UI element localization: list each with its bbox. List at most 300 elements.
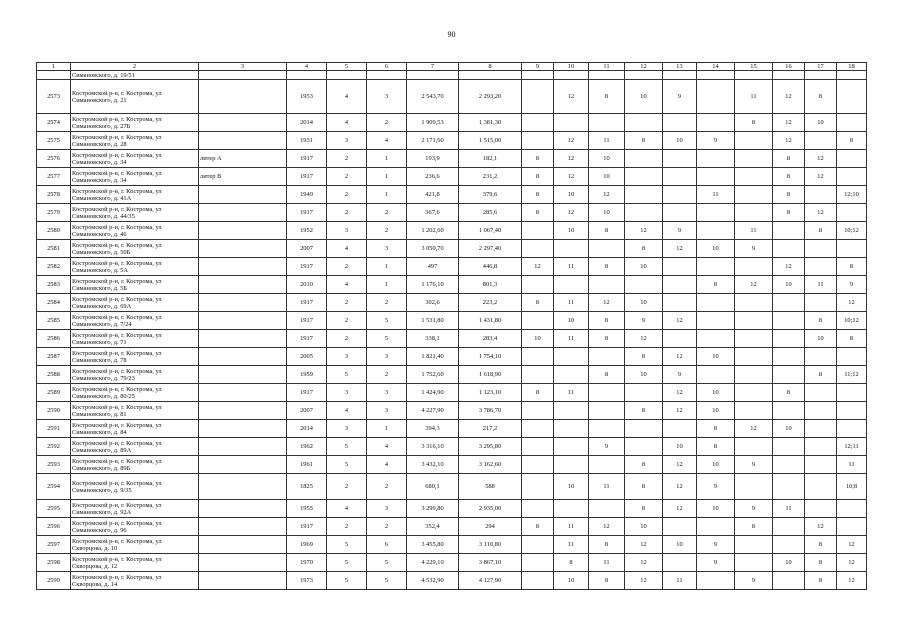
cell-c5: 4 [327, 240, 367, 258]
cell-c15: 11 [735, 80, 773, 114]
cell-c6: 1 [367, 150, 407, 168]
cell-c4: 2010 [287, 276, 327, 294]
cell-c13 [663, 114, 697, 132]
cell-c16: 8 [773, 150, 805, 168]
cell-c17: 8 [805, 80, 837, 114]
cell-c16 [773, 240, 805, 258]
cell-c3 [199, 554, 287, 572]
cell-c10: 12 [554, 204, 589, 222]
row-number: 2581 [37, 240, 71, 258]
cell-c18 [837, 80, 867, 114]
cell-c11 [589, 402, 625, 420]
address-line: Костромской р-н, г. Кострома, ул [72, 457, 162, 465]
cell-c6: 2 [367, 114, 407, 132]
cell-c17: 8 [805, 536, 837, 554]
column-header: 6 [367, 63, 407, 71]
cell-c4: 1952 [287, 222, 327, 240]
cell-c7: 680,1 [407, 474, 459, 500]
address-cell [71, 438, 199, 456]
cell-c14 [697, 330, 735, 348]
cell-c11: 10 [589, 150, 625, 168]
cell-c13: 10 [663, 132, 697, 150]
cell-c3 [199, 420, 287, 438]
address-line: Симановского, д. 96 [72, 526, 127, 534]
cell-c17: 8 [805, 312, 837, 330]
cell-c7: 1 176,10 [407, 276, 459, 294]
cell-c8: 1 618,90 [459, 366, 522, 384]
cell-c10 [554, 114, 589, 132]
cell-c12: 8 [625, 348, 663, 366]
cell-c16: 12 [773, 114, 805, 132]
cell-c7: 236,6 [407, 168, 459, 186]
cell-c8: 283,4 [459, 330, 522, 348]
cell-c10 [554, 456, 589, 474]
address-cell [71, 366, 199, 384]
cell-c9: 8 [522, 204, 554, 222]
cell-c6: 4 [367, 438, 407, 456]
address-line: Симановского, д. 71 [72, 338, 127, 346]
cell-c7: 1 531,80 [407, 312, 459, 330]
cell-c6: 1 [367, 420, 407, 438]
cell-c4: 1825 [287, 474, 327, 500]
cell-c7: 193,9 [407, 150, 459, 168]
cell-c3 [199, 114, 287, 132]
cell-c8: 223,2 [459, 294, 522, 312]
cell-c4: 1917 [287, 150, 327, 168]
cell-c17 [805, 420, 837, 438]
row-number: 2583 [37, 276, 71, 294]
table-row [37, 366, 867, 384]
address-line: Костромской р-н, г. Кострома, ул [72, 205, 162, 213]
cell-c5: 2 [327, 186, 367, 204]
address-cell [71, 312, 199, 330]
cell-c18: 12;10 [837, 186, 867, 204]
table-row [37, 420, 867, 438]
address-line: Костромской р-н, г. Кострома, ул [72, 187, 162, 195]
address-line: Костромской р-н, г. Кострома, ул [72, 501, 162, 509]
cell-c16 [773, 312, 805, 330]
cell-c12: 8 [625, 402, 663, 420]
address-line: Костромской р-н, г. Кострома, ул [72, 331, 162, 339]
cell-c10: 12 [554, 168, 589, 186]
cell-c11 [589, 348, 625, 366]
cell-c13 [663, 150, 697, 168]
cell-c13 [663, 330, 697, 348]
cell-c13 [663, 204, 697, 222]
cell-c11: 12 [589, 186, 625, 204]
cell-c17 [805, 240, 837, 258]
cell-c5: 5 [327, 438, 367, 456]
cell-c13 [663, 168, 697, 186]
cell-c6: 2 [367, 294, 407, 312]
cell-c6: 4 [367, 132, 407, 150]
cell-c8: 231,2 [459, 168, 522, 186]
cell-c15 [735, 168, 773, 186]
cell-c14: 9 [697, 554, 735, 572]
cell-c13: 10 [663, 536, 697, 554]
cell-c13: 10 [663, 438, 697, 456]
cell-c10 [554, 366, 589, 384]
table-row [37, 276, 867, 294]
cell-c6: 3 [367, 80, 407, 114]
cell-c5: 5 [327, 366, 367, 384]
address-cell [71, 330, 199, 348]
cell-c3 [199, 186, 287, 204]
row-number: 2578 [37, 186, 71, 204]
cell-c7: 497 [407, 258, 459, 276]
table-row [37, 186, 867, 204]
cell-c17 [805, 186, 837, 204]
cell-c11: 8 [589, 330, 625, 348]
cell-c8: 1 381,30 [459, 114, 522, 132]
address-line: Симановского, д. 78 [72, 356, 127, 364]
cell-c15: 11 [735, 222, 773, 240]
cell-c9 [522, 474, 554, 500]
cell-c16 [773, 348, 805, 366]
cell-c7: 2 171,60 [407, 132, 459, 150]
row-number: 2592 [37, 438, 71, 456]
cell-c9 [522, 554, 554, 572]
cell-c13: 11 [663, 572, 697, 590]
cell-c11 [589, 276, 625, 294]
cell-c17: 8 [805, 554, 837, 572]
cell-c17 [805, 474, 837, 500]
cell-c11 [589, 456, 625, 474]
cell-c14 [697, 294, 735, 312]
cell-c3 [199, 518, 287, 536]
table-row [37, 258, 867, 276]
cell-c10: 11 [554, 384, 589, 402]
cell-c14: 10 [697, 240, 735, 258]
cell-c18 [837, 150, 867, 168]
cell-c6: 3 [367, 500, 407, 518]
address-line: Костромской р-н, г. Кострома, ул [72, 403, 162, 411]
cell-c5: 3 [327, 348, 367, 366]
cell-c3 [199, 456, 287, 474]
cell-c14: 11 [697, 186, 735, 204]
address-cell [71, 150, 199, 168]
column-header: 4 [287, 63, 327, 71]
cell-c5: 5 [327, 572, 367, 590]
cell-c7: 4 229,10 [407, 554, 459, 572]
cell-c7: 394,3 [407, 420, 459, 438]
cell-c14: 9 [697, 474, 735, 500]
cell-c12: 10 [625, 258, 663, 276]
cell-c9 [522, 80, 554, 114]
cell-c10: 10 [554, 572, 589, 590]
cell-c13: 12 [663, 240, 697, 258]
cell-c16: 11 [773, 500, 805, 518]
cell-c3 [199, 402, 287, 420]
cell-c8: 182,1 [459, 150, 522, 168]
cell-c9 [522, 500, 554, 518]
cell-c4: 1949 [287, 186, 327, 204]
cell-c11: 11 [589, 132, 625, 150]
cell-c15: 9 [735, 500, 773, 518]
cell-c10 [554, 402, 589, 420]
cell-c4: 1917 [287, 204, 327, 222]
cell-c18: 11;12 [837, 366, 867, 384]
table-row [37, 474, 867, 500]
cell-c15 [735, 366, 773, 384]
cell-c7: 1 202,60 [407, 222, 459, 240]
table-row [37, 294, 867, 312]
cell-c14: 10 [697, 500, 735, 518]
address-line: Симановского, д. 84 [72, 428, 127, 436]
cell-c3 [199, 572, 287, 590]
address-line: Симановского, д. 34 [72, 176, 127, 184]
cell-c14 [697, 222, 735, 240]
cell-c12: 8 [625, 132, 663, 150]
cell-c17 [805, 384, 837, 402]
cell-c13: 12 [663, 500, 697, 518]
cell-c6: 2 [367, 366, 407, 384]
cell-c9: 8 [522, 150, 554, 168]
cell-c15 [735, 150, 773, 168]
address-line: Симановского, д. 7/24 [72, 320, 132, 328]
cell-c15: 9 [735, 240, 773, 258]
cell-c16 [773, 330, 805, 348]
cell-c6: 2 [367, 474, 407, 500]
cell-c8: 1 067,40 [459, 222, 522, 240]
address-line: Симановского, д. 50Б [72, 248, 131, 256]
cell-c5: 3 [327, 420, 367, 438]
cell-c11: 11 [589, 474, 625, 500]
row-number: 2593 [37, 456, 71, 474]
cell-c11 [589, 114, 625, 132]
cell-c17: 12 [805, 168, 837, 186]
cell-c15 [735, 294, 773, 312]
cell-c12: 12 [625, 330, 663, 348]
cell-c8: 3 867,10 [459, 554, 522, 572]
cell-c4: 2014 [287, 114, 327, 132]
cell-c14 [697, 518, 735, 536]
cell-c12 [625, 438, 663, 456]
address-line: Симановского, д. 92А [72, 508, 132, 516]
cell-c14 [697, 80, 735, 114]
cell-c3: литер А [199, 150, 287, 168]
cell-c11: 8 [589, 258, 625, 276]
address-line: Симановского, д. 44/35 [72, 212, 135, 220]
table-row [37, 240, 867, 258]
cell-c16 [773, 438, 805, 456]
cell-c5: 2 [327, 294, 367, 312]
cell-c10: 10 [554, 222, 589, 240]
cell-c6: 3 [367, 402, 407, 420]
cell-c14: 10 [697, 456, 735, 474]
cell-c9 [522, 348, 554, 366]
row-number: 2595 [37, 500, 71, 518]
cell-c8: 2 293,20 [459, 80, 522, 114]
address-line: Костромской р-н, г. Кострома, ул [72, 223, 162, 231]
cell-c12: 10 [625, 80, 663, 114]
cell-c18 [837, 240, 867, 258]
cell-c16: 8 [773, 204, 805, 222]
cell-c8: 1 431,80 [459, 312, 522, 330]
cell-c18 [837, 204, 867, 222]
cell-c9 [522, 456, 554, 474]
cell-c17 [805, 500, 837, 518]
cell-c11: 12 [589, 518, 625, 536]
cell-c4: 1973 [287, 572, 327, 590]
cell-c6: 3 [367, 384, 407, 402]
cell-c7: 3 299,80 [407, 500, 459, 518]
cell-c18: 12 [837, 536, 867, 554]
cell-c10: 11 [554, 330, 589, 348]
cell-c3 [199, 222, 287, 240]
cell-c3 [199, 500, 287, 518]
cell-c17 [805, 456, 837, 474]
cell-c18 [837, 402, 867, 420]
address-line: Симановского, д. 80/25 [72, 392, 135, 400]
cell-c3 [199, 240, 287, 258]
column-header: 11 [589, 63, 625, 71]
cell-c9 [522, 312, 554, 330]
cell-c18 [837, 114, 867, 132]
cell-c6: 1 [367, 186, 407, 204]
row-number: 2577 [37, 168, 71, 186]
cell-c15 [735, 536, 773, 554]
cell-c9 [522, 222, 554, 240]
cell-c6: 2 [367, 518, 407, 536]
cell-c14 [697, 204, 735, 222]
column-header: 1 [37, 63, 71, 71]
cell-c3 [199, 366, 287, 384]
cell-c4: 1931 [287, 132, 327, 150]
cell-c9 [522, 438, 554, 456]
cell-c18: 12;11 [837, 438, 867, 456]
cell-c7: 1 909,53 [407, 114, 459, 132]
cell-c15: 12 [735, 420, 773, 438]
address-line: Симановского, д. 69А [72, 302, 132, 310]
column-header: 8 [459, 63, 522, 71]
row-number: 2584 [37, 294, 71, 312]
cell-c3 [199, 258, 287, 276]
table-row [37, 114, 867, 132]
cell-c12 [625, 168, 663, 186]
cell-c14 [697, 150, 735, 168]
cell-c16: 10 [773, 420, 805, 438]
cell-c7: 421,8 [407, 186, 459, 204]
address-line: Симановского, д. 79/23 [72, 374, 135, 382]
cell-c13: 9 [663, 222, 697, 240]
table-row [37, 518, 867, 536]
cell-c12: 12 [625, 536, 663, 554]
cell-c4: 1970 [287, 554, 327, 572]
cell-c10: 11 [554, 536, 589, 554]
address-cell [71, 240, 199, 258]
cell-c16: 10 [773, 276, 805, 294]
cell-c4: 1962 [287, 438, 327, 456]
cell-c8: 1 123,10 [459, 384, 522, 402]
cell-c3 [199, 438, 287, 456]
cell-c16: 8 [773, 384, 805, 402]
cell-c5: 3 [327, 222, 367, 240]
cell-c14: 8 [697, 438, 735, 456]
row-number: 2587 [37, 348, 71, 366]
address-cell [71, 554, 199, 572]
cell-c11: 8 [589, 366, 625, 384]
cell-c6: 4 [367, 456, 407, 474]
cell-c12 [625, 186, 663, 204]
table-row [37, 312, 867, 330]
cell-c16 [773, 518, 805, 536]
column-header: 15 [735, 63, 773, 71]
address-line: Костромской р-н, г. Кострома, ул [72, 241, 162, 249]
cell-c11: 10 [589, 204, 625, 222]
table-row [37, 572, 867, 590]
cell-c12 [625, 204, 663, 222]
address-cell [71, 518, 199, 536]
cell-c12: 8 [625, 474, 663, 500]
row-number: 2582 [37, 258, 71, 276]
cell-c9 [522, 536, 554, 554]
cell-c3 [199, 276, 287, 294]
cell-c12: 10 [625, 518, 663, 536]
cell-c3 [199, 536, 287, 554]
column-header: 14 [697, 63, 735, 71]
row-number: 2598 [37, 554, 71, 572]
cell-c15 [735, 348, 773, 366]
address-line: Костромской р-н, г. Кострома, ул [72, 573, 162, 581]
cell-c5: 2 [327, 204, 367, 222]
cell-c8: 2 935,00 [459, 500, 522, 518]
address-line: Костромской р-н, г. Кострома, ул [72, 555, 162, 563]
address-cell [71, 186, 199, 204]
cell-c9: 10 [522, 330, 554, 348]
cell-c7: 1 424,90 [407, 384, 459, 402]
cell-c10: 11 [554, 258, 589, 276]
cell-c4: 1953 [287, 80, 327, 114]
cell-c14: 10 [697, 384, 735, 402]
cell-c18 [837, 500, 867, 518]
cell-c5: 4 [327, 276, 367, 294]
cell-c9: 12 [522, 258, 554, 276]
cell-c7: 2 543,70 [407, 80, 459, 114]
column-header: 3 [199, 63, 287, 71]
cell-c17 [805, 294, 837, 312]
table-row [37, 80, 867, 114]
cell-c14 [697, 572, 735, 590]
cell-c3: литер В [199, 168, 287, 186]
cell-c4: 1969 [287, 536, 327, 554]
cell-c17 [805, 402, 837, 420]
cell-c18: 12 [837, 572, 867, 590]
address-line: Костромской р-н, г. Кострома, ул [72, 259, 162, 267]
cell-c14 [697, 168, 735, 186]
cell-c9: 8 [522, 168, 554, 186]
cell-c4: 2014 [287, 420, 327, 438]
table-row [37, 222, 867, 240]
cell-c5: 4 [327, 80, 367, 114]
row-number: 2580 [37, 222, 71, 240]
table-row [37, 402, 867, 420]
cell-c5: 3 [327, 132, 367, 150]
cell-c8: 4 127,90 [459, 572, 522, 590]
cell-c13: 12 [663, 474, 697, 500]
address-line: Костромской р-н, г. Кострома, ул [72, 421, 162, 429]
cell-c16: 8 [773, 186, 805, 204]
row-number: 2597 [37, 536, 71, 554]
cell-c10: 10 [554, 186, 589, 204]
address-line: Скворцова, д. 14 [72, 580, 118, 588]
cell-c16 [773, 456, 805, 474]
cell-c11 [589, 500, 625, 518]
cell-c7: 1 752,60 [407, 366, 459, 384]
table-row [37, 384, 867, 402]
cell-c11: 9 [589, 438, 625, 456]
cell-c4: 1917 [287, 312, 327, 330]
